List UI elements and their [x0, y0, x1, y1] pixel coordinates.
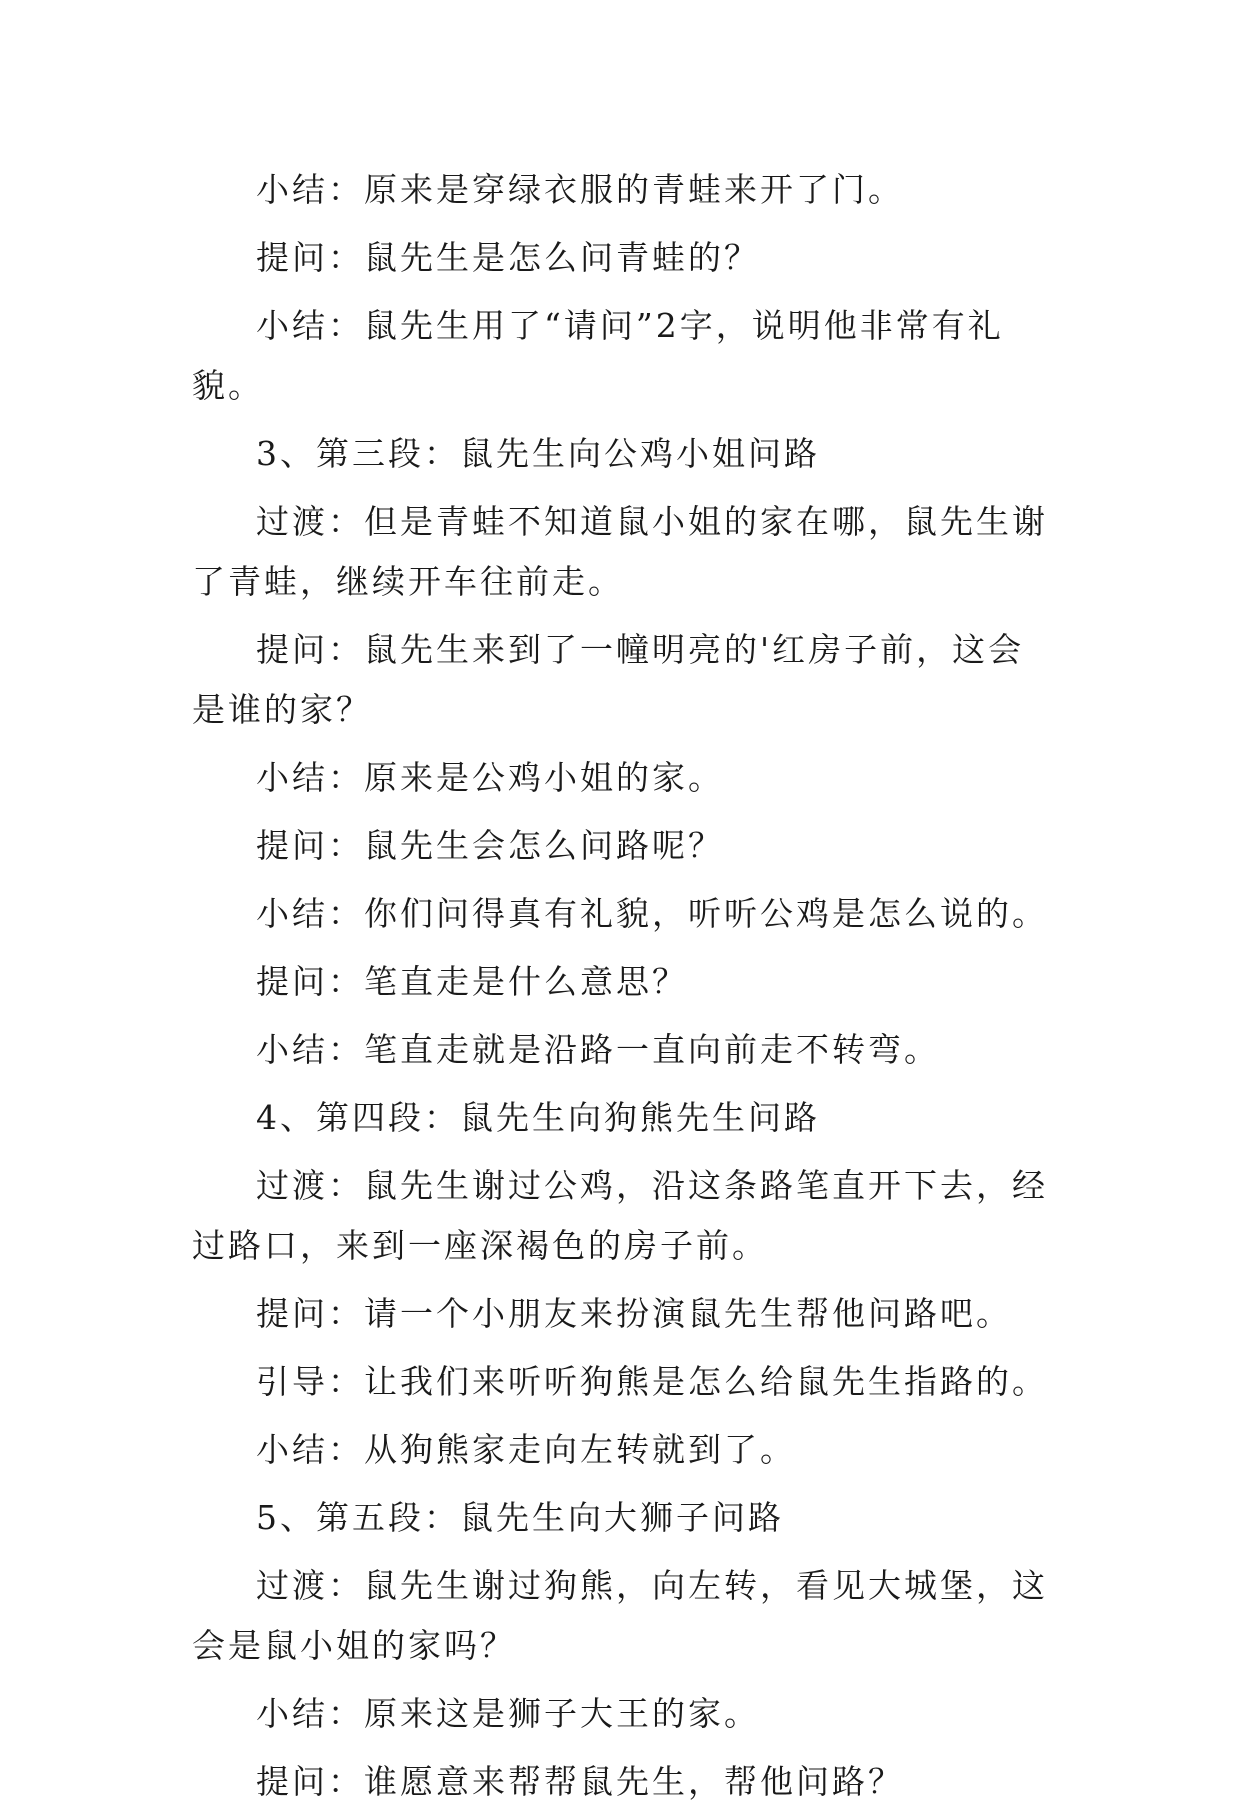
- paragraph-summary-polite: 小结：鼠先生用了“请问”2字，说明他非常有礼貌。: [192, 306, 1004, 405]
- paragraph-question-ask-way: 提问：鼠先生会怎么问路呢？: [256, 826, 724, 865]
- paragraph-transition-bear: 过渡：鼠先生谢过狗熊，向左转，看见大城堡，这会是鼠小姐的家吗？: [192, 1566, 1048, 1665]
- paragraph-summary-frog-door: 小结：原来是穿绿衣服的青蛙来开了门。: [256, 170, 904, 209]
- paragraph-question-straight: 提问：笔直走是什么意思？: [256, 962, 688, 1001]
- paragraph-transition-rooster: 过渡：鼠先生谢过公鸡，沿这条路笔直开下去，经过路口，来到一座深褐色的房子前。: [192, 1166, 1048, 1265]
- paragraph-summary-straight: 小结：笔直走就是沿路一直向前走不转弯。: [256, 1030, 940, 1069]
- paragraph-summary-lion-home: 小结：原来这是狮子大王的家。: [256, 1694, 760, 1733]
- document-page: [192, 160, 1052, 1820]
- paragraph-summary-turn-left: 小结：从狗熊家走向左转就到了。: [256, 1430, 796, 1469]
- section-heading-5: 5、第五段：鼠先生向大狮子问路: [256, 1498, 784, 1537]
- paragraph-summary-rooster-says: 小结：你们问得真有礼貌，听听公鸡是怎么说的。: [256, 894, 1048, 933]
- paragraph-guide-bear: 引导：让我们来听听狗熊是怎么给鼠先生指路的。: [256, 1362, 1048, 1401]
- section-heading-4: 4、第四段：鼠先生向狗熊先生问路: [256, 1098, 820, 1137]
- paragraph-question-help: 提问：谁愿意来帮帮鼠先生，帮他问路？: [256, 1762, 904, 1801]
- paragraph-question-roleplay: 提问：请一个小朋友来扮演鼠先生帮他问路吧。: [256, 1294, 1012, 1333]
- paragraph-summary-rooster-home: 小结：原来是公鸡小姐的家。: [256, 758, 724, 797]
- paragraph-transition-frog: 过渡：但是青蛙不知道鼠小姐的家在哪，鼠先生谢了青蛙，继续开车往前走。: [192, 502, 1048, 601]
- paragraph-question-red-house: 提问：鼠先生来到了一幢明亮的'红房子前，这会是谁的家？: [192, 630, 1025, 729]
- section-heading-3: 3、第三段：鼠先生向公鸡小姐问路: [256, 434, 820, 473]
- paragraph-question-ask-frog: 提问：鼠先生是怎么问青蛙的？: [256, 238, 760, 277]
